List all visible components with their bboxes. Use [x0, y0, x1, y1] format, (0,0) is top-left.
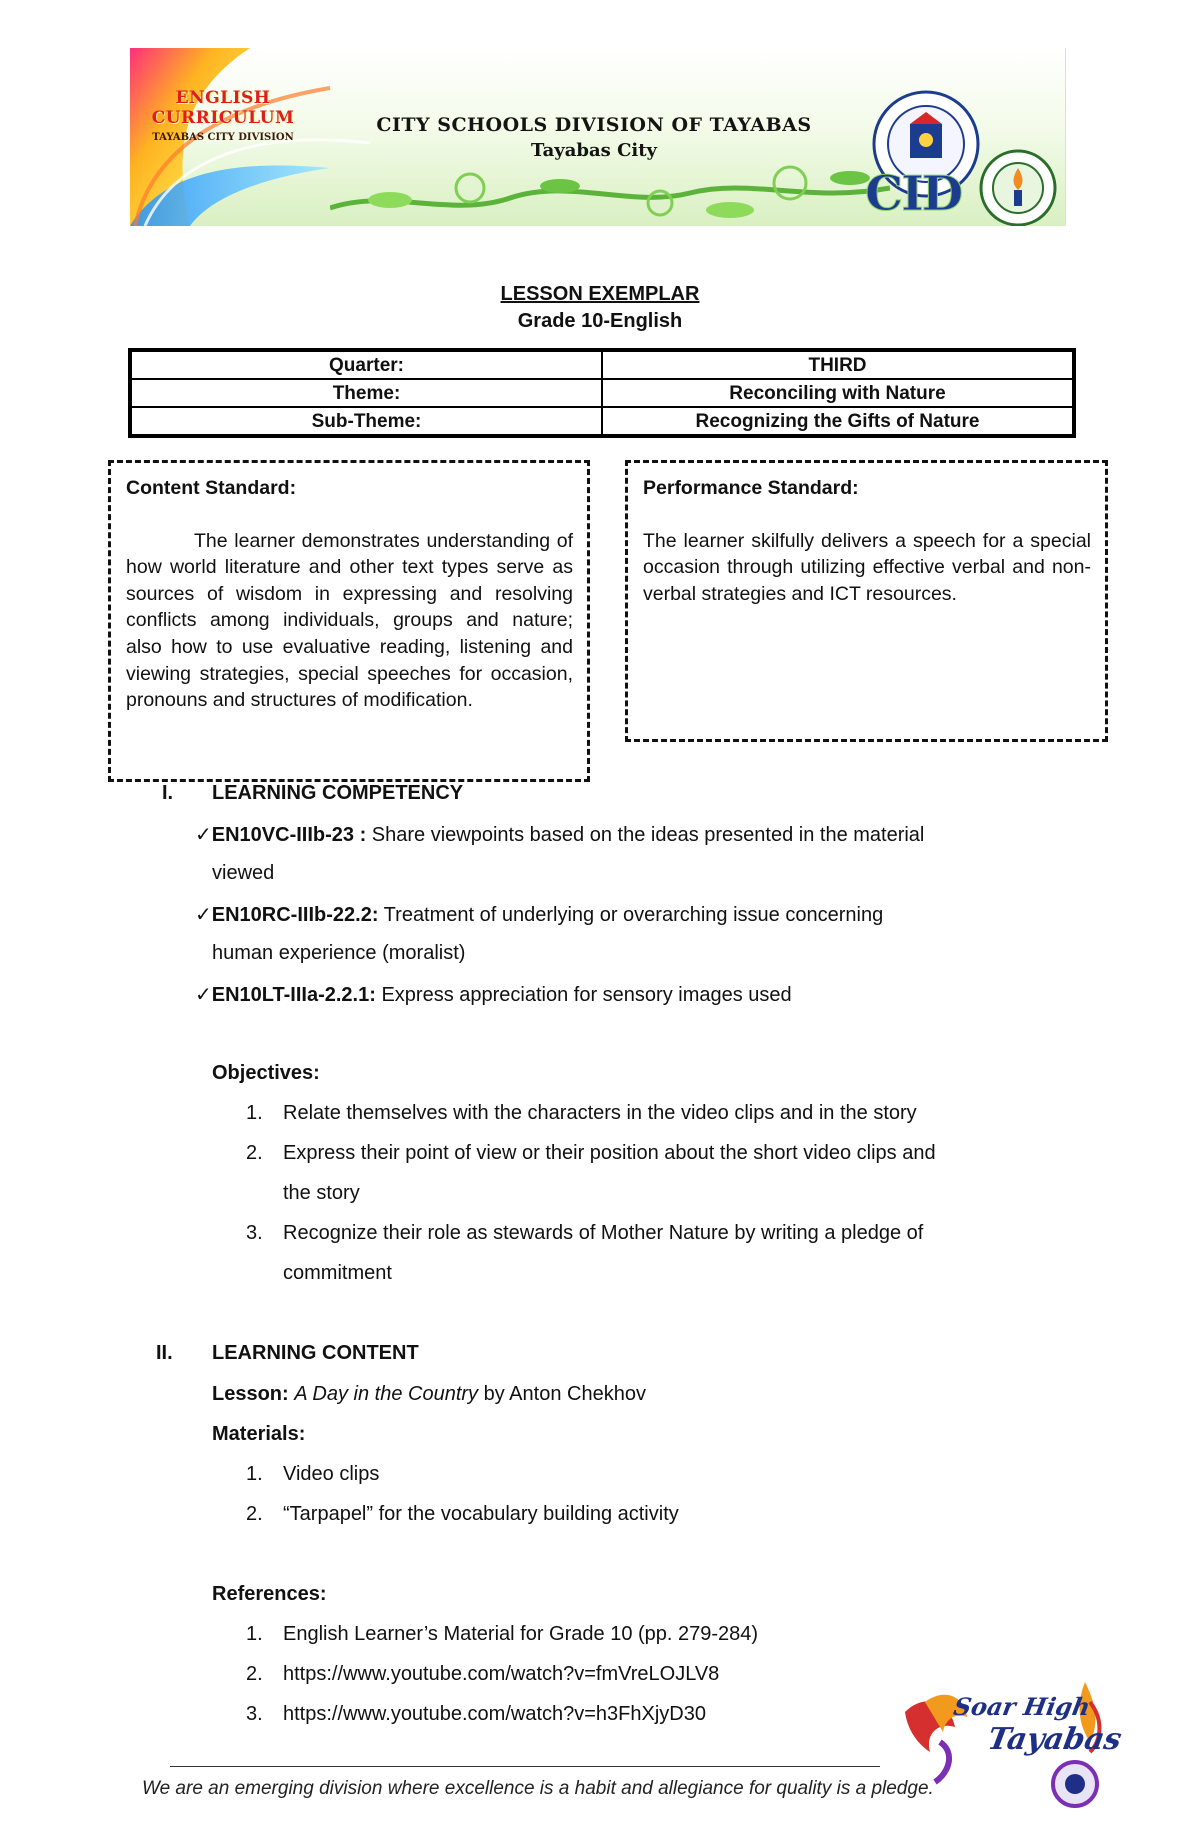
- competency-text: Treatment of underlying or overarching issue concerning: [378, 904, 884, 926]
- section-2-title: LEARNING CONTENT: [212, 1342, 419, 1364]
- performance-standard-title: Performance Standard:: [643, 477, 859, 499]
- footer-divider: [170, 1766, 880, 1767]
- competency-code: EN10RC-IIIb-22.2:: [211, 904, 379, 926]
- sub-theme-value: Recognizing the Gifts of Nature: [602, 407, 1074, 436]
- table-row: [130, 379, 1074, 407]
- vine-decoration: [330, 148, 890, 226]
- lesson-line: [212, 1383, 646, 1406]
- reference-item: English Learner’s Material for Grade 10 (pp. 279-284): [283, 1623, 759, 1645]
- competency-code: EN10LT-IIIa-2.2.1:: [211, 984, 376, 1006]
- references-label: References:: [212, 1583, 327, 1605]
- division-name: CITY SCHOOLS DIVISION OF TAYABAS: [376, 114, 812, 136]
- section-1-number: I.: [162, 782, 174, 804]
- section-2-number: II.: [156, 1342, 173, 1364]
- footer-motto: We are an emerging division where excellence is a habit and allegiance for quality is a pledge.: [142, 1778, 934, 1799]
- objective-2: Express their point of view or their position about the short video clips and: [283, 1142, 936, 1164]
- content-standard-text: The learner demonstrates understanding of how world literature and other text types serve as sources of wisdom in expressing and resolving conflicts among individuals, groups and nature; also how to use evaluative reading, listening and viewing strategies, special speeches for occasion, pronouns and structures of modification.: [126, 529, 573, 712]
- division-seal-icon: [978, 148, 1058, 226]
- lesson-title: A Day in the Country: [294, 1383, 479, 1405]
- competency-text: Express appreciation for sensory images used: [375, 984, 792, 1006]
- objective-3: Recognize their role as stewards of Mother Nature by writing a pledge of: [283, 1222, 924, 1244]
- competency-2-continuation: human experience (moralist): [212, 942, 466, 964]
- cid-logo: CID: [865, 166, 962, 222]
- checkmark-icon: ✓: [195, 904, 212, 926]
- table-row: [130, 350, 1074, 379]
- lesson-info-table: [128, 348, 1076, 438]
- competency-1-continuation: viewed: [212, 862, 275, 884]
- objective-number: 1.: [246, 1102, 263, 1124]
- objective-3-continuation: commitment: [283, 1262, 392, 1284]
- competency-1: [195, 822, 924, 847]
- reference-number: 3.: [246, 1703, 263, 1725]
- quarter-value: THIRD: [602, 350, 1074, 379]
- theme-label: Theme:: [130, 379, 602, 407]
- curriculum-title: ENGLISH CURRICULUM: [151, 88, 295, 128]
- checkmark-icon: ✓: [195, 984, 212, 1006]
- reference-link: https://www.youtube.com/watch?v=h3FhXjyD30: [283, 1703, 706, 1725]
- curriculum-badge: [148, 88, 298, 143]
- performance-standard-box: [625, 460, 1108, 742]
- document-title: LESSON EXEMPLAR: [500, 283, 700, 305]
- content-standard-box: [108, 460, 590, 782]
- header-banner: [130, 48, 1066, 226]
- objective-1: Relate themselves with the characters in the video clips and in the story: [283, 1102, 917, 1124]
- reference-link: https://www.youtube.com/watch?v=fmVreLOJLV8: [283, 1663, 720, 1685]
- material-item: “Tarpapel” for the vocabulary building activity: [283, 1503, 679, 1525]
- objective-number: 2.: [246, 1142, 263, 1164]
- material-item: Video clips: [283, 1463, 380, 1485]
- section-1-title: LEARNING COMPETENCY: [212, 782, 464, 804]
- division-city: Tayabas City: [530, 140, 658, 161]
- competency-2: [195, 902, 883, 927]
- table-row: [130, 407, 1074, 436]
- competency-code: EN10VC-IIIb-23 :: [211, 824, 367, 846]
- objectives-label: Objectives:: [212, 1062, 320, 1084]
- materials-label: Materials:: [212, 1423, 306, 1445]
- content-standard-title: Content Standard:: [126, 477, 297, 499]
- competency-3: [195, 982, 792, 1007]
- checkmark-icon: ✓: [195, 824, 212, 846]
- quarter-label: Quarter:: [130, 350, 602, 379]
- theme-value: Reconciling with Nature: [602, 379, 1074, 407]
- performance-standard-text: The learner skilfully delivers a speech for a special occasion through utilizing effective verbal and non-verbal strategies and ICT resources.: [643, 529, 1091, 605]
- lesson-label: Lesson:: [212, 1383, 289, 1405]
- logo-text-soar-high: Soar High: [951, 1692, 1093, 1721]
- reference-number: 1.: [246, 1623, 263, 1645]
- document-subtitle: Grade 10-English: [517, 310, 683, 332]
- curriculum-subtitle: TAYABAS CITY DIVISION: [152, 132, 294, 143]
- sub-theme-label: Sub-Theme:: [130, 407, 602, 436]
- objective-2-continuation: the story: [283, 1182, 360, 1204]
- objective-number: 3.: [246, 1222, 263, 1244]
- lesson-author: by Anton Chekhov: [478, 1383, 646, 1405]
- material-number: 2.: [246, 1503, 263, 1525]
- material-number: 1.: [246, 1463, 263, 1485]
- logo-text-tayabas: Tayabas: [984, 1722, 1125, 1757]
- reference-number: 2.: [246, 1663, 263, 1685]
- competency-text: Share viewpoints based on the ideas presented in the material: [366, 824, 925, 846]
